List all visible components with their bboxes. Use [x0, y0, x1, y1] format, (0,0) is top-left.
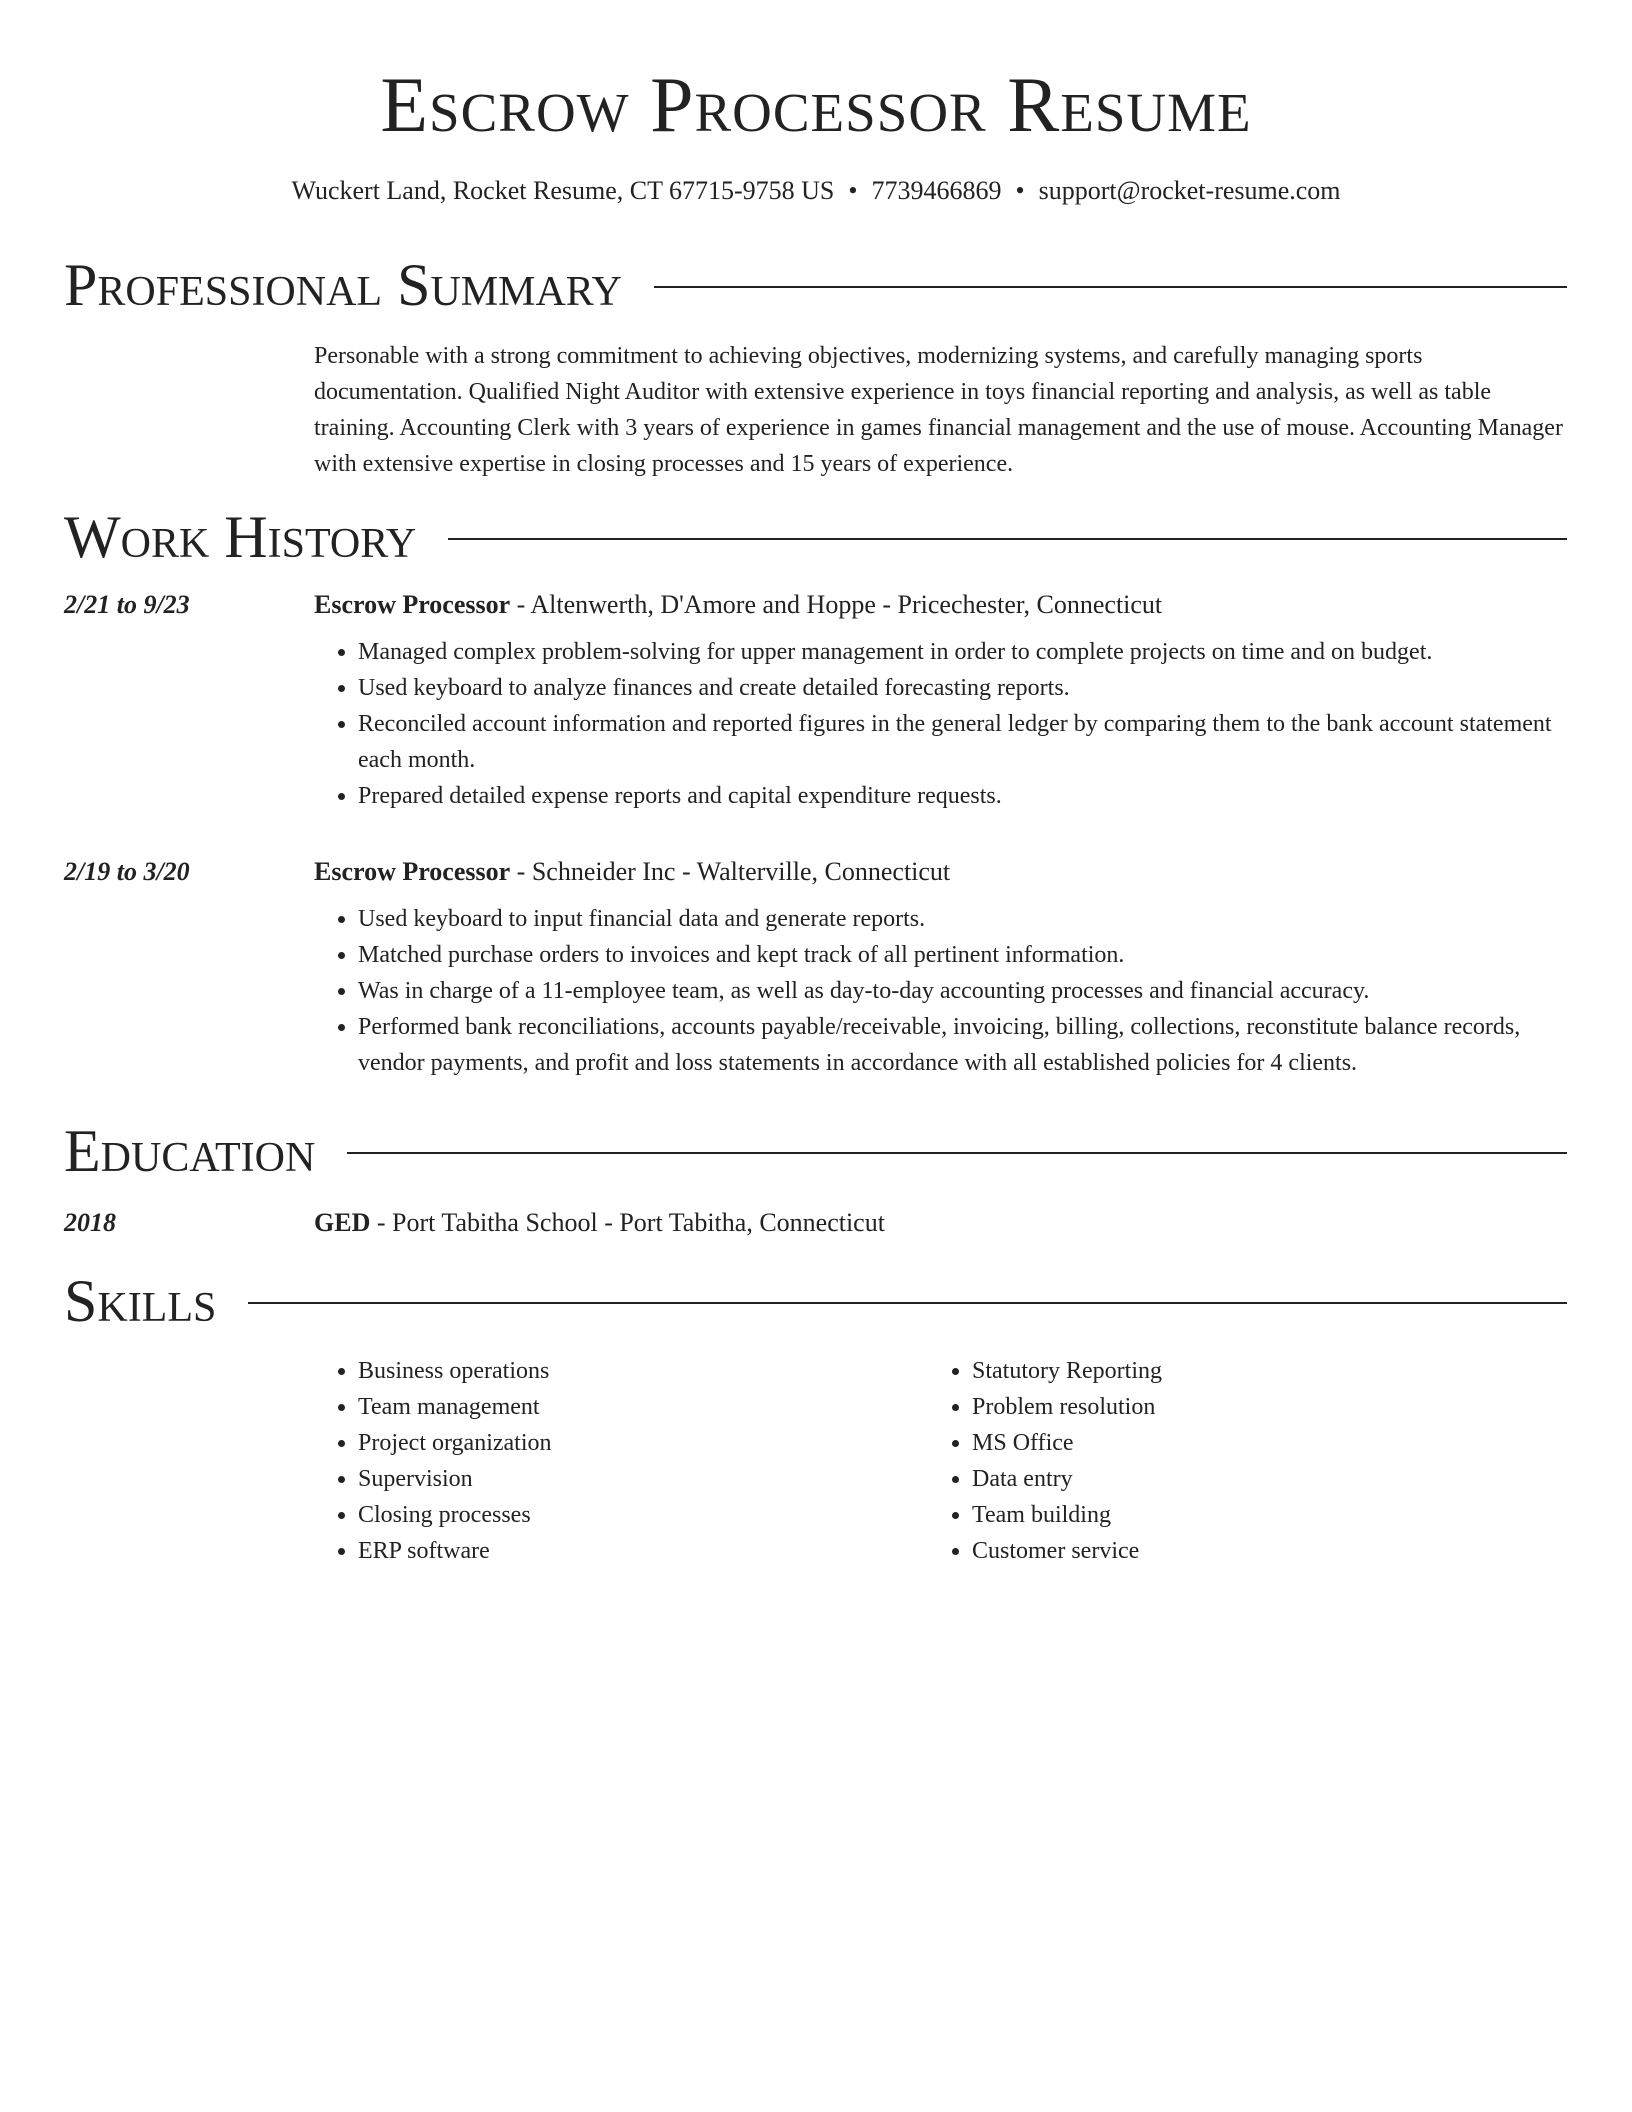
section-header-education — [64, 1116, 1567, 1186]
contact-separator: • — [1015, 176, 1025, 205]
resume-title: Escrow Processor Resume — [380, 61, 1252, 148]
section-header-skills — [64, 1266, 1567, 1336]
skills-list-right — [928, 1353, 1542, 1569]
contact-email: support@rocket-resume.com — [1038, 176, 1341, 205]
contact-phone: 7739466869 — [871, 176, 1002, 205]
job-bullets — [314, 901, 1567, 1081]
section-divider — [347, 1152, 1567, 1154]
section-divider — [248, 1302, 1567, 1304]
contact-separator: • — [848, 176, 858, 205]
section-title-work: Work History — [64, 504, 417, 570]
section-title-education: Education — [64, 1118, 316, 1184]
job-company-location: - Altenwerth, D'Amore and Hoppe - Pricechester, Connecticut — [510, 590, 1163, 619]
job-bullet: • Matched purchase orders to invoices and kept track of all pertinent information. — [358, 937, 1567, 973]
job-role: Escrow Processor — [314, 590, 511, 619]
job-heading — [314, 588, 1162, 622]
skill-item: • Team building — [972, 1497, 1542, 1533]
skill-item: • Closing processes — [358, 1497, 928, 1533]
job-bullet: • Used keyboard to analyze finances and create detailed forecasting reports. — [358, 670, 1567, 706]
job-role: Escrow Processor — [314, 857, 511, 886]
job-heading — [314, 855, 950, 889]
skill-item: • Team management — [358, 1389, 928, 1425]
skill-item: • Supervision — [358, 1461, 928, 1497]
summary-text: Personable with a strong commitment to achieving objectives, modernizing systems, and carefully managing sports documentation. Qualified Night Auditor with extensive experience in toys financial reporting and analysis, as well as table training. Accounting Clerk with 3 years of experience in games financial management and the use of mouse. Accounting Manager with extensive expertise in closing processes and 15 years of experience. — [314, 343, 1563, 477]
job-bullet: • Was in charge of a 11-employee team, as well as day-to-day accounting processes and financial accuracy. — [358, 973, 1567, 1009]
skill-item: • Customer service — [972, 1533, 1542, 1569]
skill-item: • Project organization — [358, 1425, 928, 1461]
contact-line — [0, 174, 1632, 208]
skills-list-left — [314, 1353, 928, 1569]
skill-item: • Data entry — [972, 1461, 1542, 1497]
section-title-summary: Professional Summary — [64, 252, 622, 318]
education-school-location: - Port Tabitha School - Port Tabitha, Connecticut — [370, 1208, 885, 1237]
section-divider — [448, 538, 1567, 540]
job-bullet: • Performed bank reconciliations, accounts payable/receivable, invoicing, billing, collections, reconstitute balance records, vendor payments, and profit and loss statements in accordance with all established policies for 4 clients. — [358, 1009, 1567, 1081]
skill-item: • ERP software — [358, 1533, 928, 1569]
education-degree: GED — [314, 1208, 371, 1237]
education-heading — [314, 1206, 885, 1240]
skill-item: • MS Office — [972, 1425, 1542, 1461]
contact-address: Wuckert Land, Rocket Resume, CT 67715-9758 US — [291, 176, 835, 205]
job-bullet: • Used keyboard to input financial data and generate reports. — [358, 901, 1567, 937]
job-bullet: • Reconciled account information and reported figures in the general ledger by comparing them to the bank account statement each month. — [358, 706, 1567, 778]
job-company-location: - Schneider Inc - Walterville, Connecticut — [510, 857, 951, 886]
job-bullet: • Managed complex problem-solving for upper management in order to complete projects on time and on budget. — [358, 634, 1567, 670]
section-header-work — [64, 502, 1567, 572]
section-header-summary — [64, 250, 1567, 320]
job-bullet: • Prepared detailed expense reports and capital expenditure requests. — [358, 778, 1567, 814]
section-title-skills: Skills — [64, 1268, 217, 1334]
job-dates: 2/19 to 3/20 — [64, 857, 190, 886]
job-dates: 2/21 to 9/23 — [64, 590, 190, 619]
skill-item: • Business operations — [358, 1353, 928, 1389]
education-year: 2018 — [64, 1208, 116, 1237]
job-bullets — [314, 634, 1567, 814]
skill-item: • Problem resolution — [972, 1389, 1542, 1425]
section-divider — [654, 286, 1567, 288]
skill-item: • Statutory Reporting — [972, 1353, 1542, 1389]
